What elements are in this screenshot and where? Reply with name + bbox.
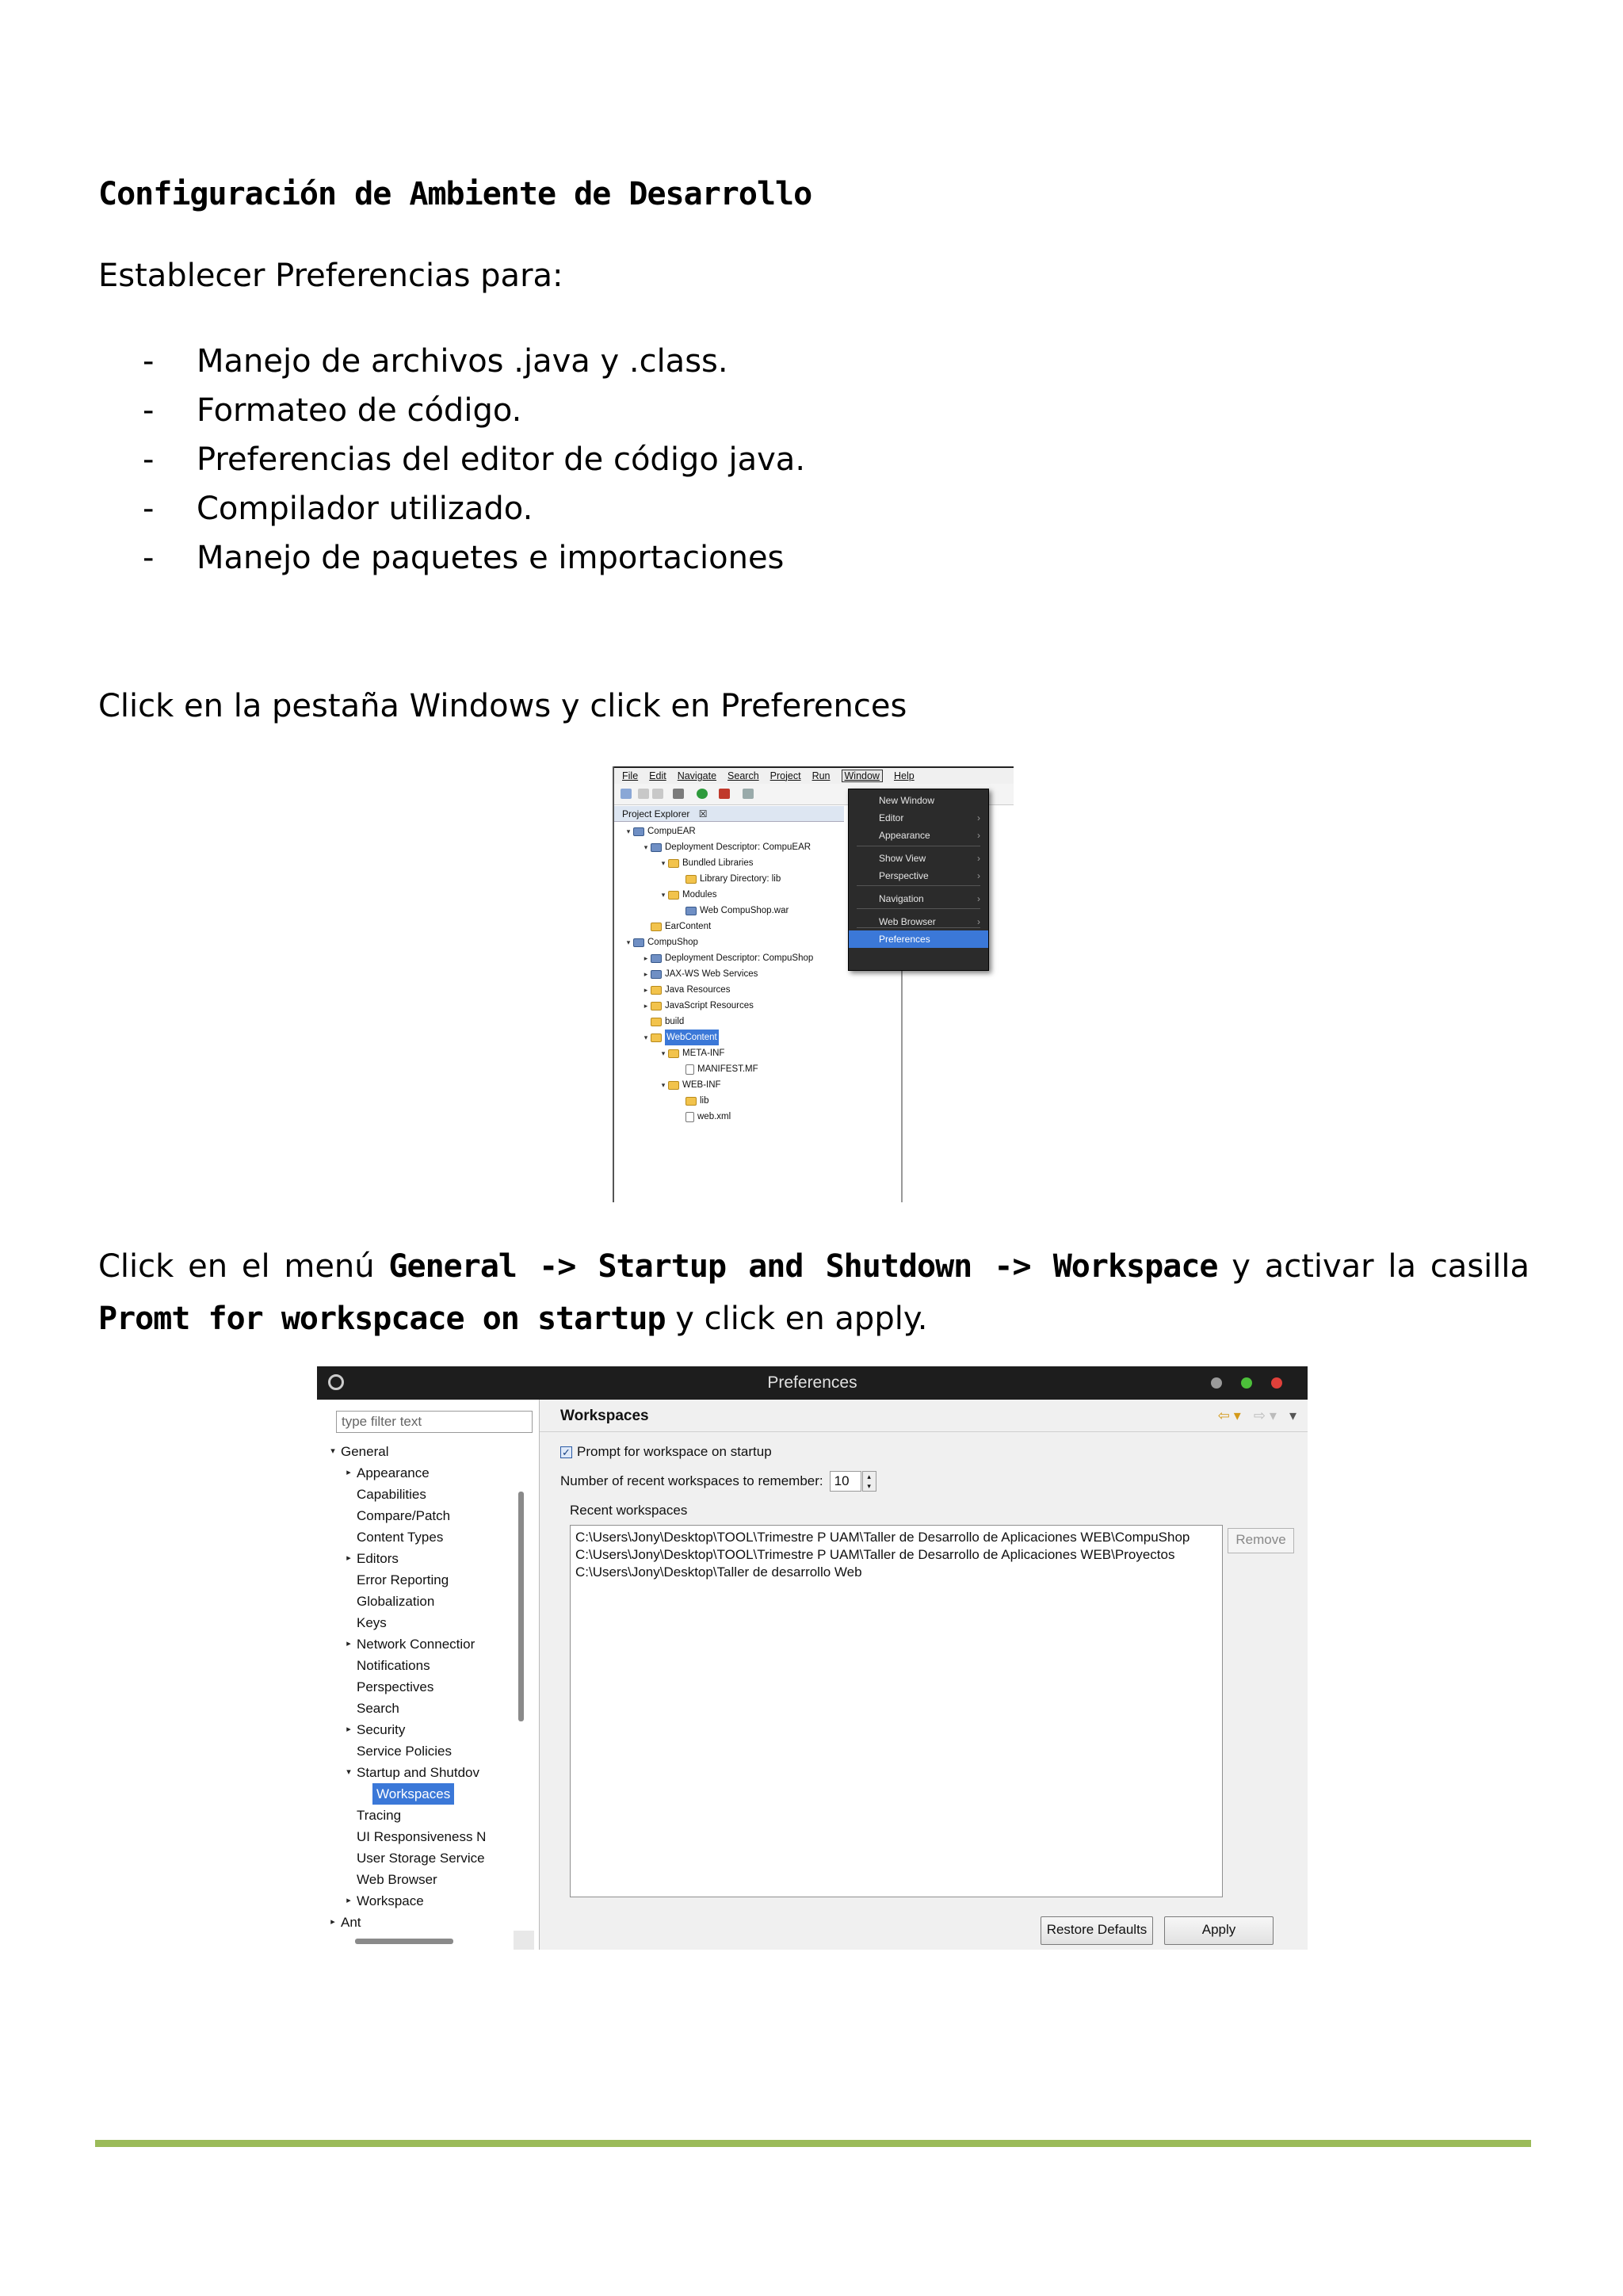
menu-item-label: New Window (879, 795, 935, 806)
tree-item-label: Bundled Libraries (682, 858, 754, 868)
file-icon (685, 1112, 694, 1122)
list-item (143, 386, 805, 435)
collapsed-twisty-icon[interactable]: ▸ (346, 1468, 351, 1477)
prompt-workspace-row[interactable] (560, 1444, 772, 1460)
save-icon[interactable] (638, 789, 649, 799)
tree-item[interactable] (325, 1484, 486, 1505)
submenu-arrow-icon: › (977, 893, 980, 904)
collapsed-twisty-icon[interactable]: ▸ (643, 986, 648, 994)
tree-item[interactable] (614, 1061, 899, 1077)
menu-run[interactable]: Run (812, 770, 831, 781)
menu-project[interactable]: Project (769, 770, 801, 781)
apply-button[interactable]: Apply (1164, 1916, 1274, 1945)
bullet-dash: - (143, 540, 155, 576)
menu-help[interactable]: Help (893, 770, 915, 781)
bullet-text: Manejo de paquetes e importaciones (197, 540, 785, 576)
folder-icon (668, 859, 679, 868)
menu-file[interactable]: File (622, 770, 639, 781)
expanded-twisty-icon[interactable]: ▾ (346, 1767, 351, 1777)
tree-item[interactable] (614, 1093, 899, 1109)
tree-item-label: CompuShop (647, 938, 698, 947)
tree-item-label: Globalization (357, 1594, 435, 1609)
tree-item[interactable] (325, 1912, 486, 1933)
tree-item-label: Web CompuShop.war (700, 906, 789, 915)
tree-item-label: Java Resources (665, 985, 731, 995)
tree-item-label: Deployment Descriptor: CompuShop (665, 953, 814, 963)
bullet-dash: - (143, 343, 155, 380)
tree-item-label: Workspaces (372, 1783, 454, 1805)
eclipse-window-menu-screenshot (613, 766, 1014, 1202)
tree-item[interactable] (325, 1462, 486, 1484)
step2-text (98, 1240, 1529, 1345)
tree-item-label: Keys (357, 1615, 387, 1630)
tree-item[interactable] (325, 1783, 486, 1805)
preference-page (540, 1400, 1308, 1950)
menu-item-appearance[interactable] (849, 827, 988, 844)
preferences-dialog-screenshot (317, 1366, 1308, 1950)
list-item (143, 435, 805, 484)
tree-item-label: META-INF (682, 1049, 725, 1058)
tree-item-label: Ant (341, 1915, 361, 1930)
page-title: Workspaces (560, 1408, 649, 1424)
bullet-dash: - (143, 491, 155, 527)
proj-icon (651, 954, 662, 963)
tree-item-label: Perspectives (357, 1679, 434, 1694)
tree-item[interactable] (325, 1655, 486, 1676)
menu-item-label: Preferences (879, 934, 930, 945)
page-nav (1218, 1408, 1296, 1424)
bullet-dash: - (143, 441, 155, 478)
proj-icon (651, 970, 662, 979)
tree-item-label: build (665, 1017, 685, 1026)
tree-item-label: JavaScript Resources (665, 1001, 754, 1010)
folder-icon (651, 923, 662, 931)
step1-text: Click en la pestaña Windows y click en Preferences (98, 688, 907, 724)
menu-item-editor[interactable] (849, 809, 988, 827)
collapsed-twisty-icon[interactable]: ▸ (643, 1002, 648, 1010)
menu-item-show-view[interactable] (849, 850, 988, 867)
tree-item-label: Error Reporting (357, 1572, 449, 1587)
menu-window[interactable]: Window (842, 770, 883, 782)
menu-item-web-browser[interactable] (849, 913, 988, 930)
collapsed-twisty-icon[interactable]: ▸ (346, 1725, 351, 1734)
menu-item-label: Editor (879, 812, 904, 823)
step2-text-part: y activar la casilla (1217, 1248, 1530, 1285)
prompt-workspace-checkbox[interactable]: ✓ (560, 1446, 572, 1458)
preferences-sidebar (317, 1400, 540, 1950)
expanded-twisty-icon[interactable]: ▾ (661, 859, 666, 867)
recent-count-row (560, 1471, 871, 1492)
recent-count-input[interactable] (830, 1471, 871, 1492)
menu-search[interactable]: Search (727, 770, 759, 781)
expanded-twisty-icon[interactable]: ▾ (661, 1081, 666, 1089)
list-item[interactable]: C:\Users\Jony\Desktop\TOOL\Trimestre P UAM\Taller de Desarrollo de Aplicaciones WEB\CompuShop (575, 1530, 1190, 1545)
tree-item[interactable] (325, 1441, 486, 1462)
tree-item[interactable] (325, 1698, 486, 1719)
list-item (143, 533, 805, 583)
tree-item[interactable] (325, 1869, 486, 1890)
step2-checkbox-name: Promt for workspcace on startup (98, 1301, 666, 1337)
minimize-button[interactable] (1211, 1377, 1222, 1389)
tree-item-label: Search (357, 1701, 399, 1716)
folder-icon (651, 1033, 662, 1042)
proj-icon (651, 843, 662, 852)
step2-text-part: y click en apply. (665, 1301, 928, 1337)
window-dropdown-menu (848, 789, 989, 971)
tree-item-label: Security (357, 1722, 406, 1737)
filter-input[interactable]: type filter text (336, 1411, 533, 1433)
tree-item[interactable] (325, 1548, 486, 1569)
tree-item-label: Modules (682, 890, 717, 900)
list-item (143, 484, 805, 533)
menu-navigate[interactable]: Navigate (677, 770, 717, 781)
tree-item-label: Capabilities (357, 1487, 426, 1502)
menu-item-new-window[interactable] (849, 792, 988, 809)
bullet-text: Compilador utilizado. (197, 491, 533, 527)
submenu-arrow-icon: › (977, 916, 980, 927)
tree-item[interactable] (325, 1633, 486, 1655)
debug-icon[interactable] (673, 789, 684, 799)
menu-item-navigation[interactable] (849, 890, 988, 907)
folder-icon (685, 1097, 697, 1106)
maximize-button[interactable] (1241, 1377, 1252, 1389)
tree-item-label: Compare/Patch (357, 1508, 451, 1523)
tree-item[interactable] (325, 1569, 486, 1591)
menu-separator (857, 908, 980, 909)
scrollbar-corner (514, 1931, 534, 1950)
run-icon[interactable] (697, 789, 708, 799)
list-item[interactable]: C:\Users\Jony\Desktop\Taller de desarrollo Web (575, 1564, 862, 1580)
folder-icon (651, 1002, 662, 1010)
tree-item-label: JAX-WS Web Services (665, 969, 758, 979)
tree-item[interactable] (325, 1612, 486, 1633)
preferences-bullet-list (143, 337, 805, 583)
proj-icon (633, 938, 644, 947)
collapsed-twisty-icon[interactable]: ▸ (346, 1639, 351, 1648)
folder-icon (651, 986, 662, 995)
collapsed-twisty-icon[interactable]: ▸ (643, 970, 648, 978)
folder-icon (668, 1081, 679, 1090)
tree-item[interactable] (614, 1077, 899, 1093)
tree-item[interactable] (325, 1847, 486, 1869)
project-explorer-title: Project Explorer (622, 808, 690, 819)
collapsed-twisty-icon[interactable]: ▸ (346, 1553, 351, 1563)
tree-item[interactable] (325, 1676, 486, 1698)
folder-icon (668, 891, 679, 900)
menu-item-label: Navigation (879, 893, 924, 904)
expanded-twisty-icon[interactable]: ▾ (330, 1446, 335, 1456)
tree-item[interactable] (614, 1109, 899, 1125)
collapsed-twisty-icon[interactable]: ▸ (330, 1917, 335, 1927)
tree-item-label: lib (700, 1096, 709, 1106)
submenu-arrow-icon: › (977, 830, 980, 841)
tree-item[interactable] (614, 1014, 899, 1030)
tree-item[interactable] (614, 982, 899, 998)
tree-item[interactable] (325, 1526, 486, 1548)
folder-icon (651, 1018, 662, 1026)
menu-item-preferences[interactable] (849, 930, 988, 948)
tree-item-label: Content Types (357, 1530, 444, 1545)
tree-item[interactable] (614, 998, 899, 1014)
tree-item[interactable] (325, 1740, 486, 1762)
collapsed-twisty-icon[interactable]: ▸ (643, 954, 648, 962)
expanded-twisty-icon[interactable]: ▾ (643, 843, 648, 851)
menu-item-label: Perspective (879, 870, 929, 881)
remove-button[interactable]: Remove (1228, 1528, 1294, 1553)
submenu-arrow-icon: › (977, 812, 980, 823)
list-item (143, 337, 805, 386)
tree-item-label: General (341, 1444, 389, 1459)
proj-icon (633, 827, 644, 836)
prompt-workspace-label: Prompt for workspace on startup (577, 1444, 772, 1459)
tree-item-label: web.xml (697, 1112, 731, 1121)
recent-workspaces-list[interactable] (570, 1525, 1223, 1897)
document-heading: Configuración de Ambiente de Desarrollo (98, 176, 812, 212)
tree-item-label: Tracing (357, 1808, 402, 1823)
tree-item-label: Deployment Descriptor: CompuEAR (665, 842, 812, 852)
submenu-arrow-icon: › (977, 853, 980, 864)
tree-item[interactable] (325, 1762, 486, 1783)
horizontal-scrollbar[interactable] (355, 1939, 453, 1944)
forward-icon[interactable]: ⇨ ▾ (1253, 1408, 1277, 1423)
back-icon[interactable]: ⇦ ▾ (1217, 1408, 1241, 1423)
gear-icon (328, 1374, 344, 1390)
menu-item-label: Show View (879, 853, 926, 864)
dialog-title: Preferences (767, 1373, 857, 1392)
bullet-text: Manejo de archivos .java y .class. (197, 343, 728, 380)
footer-rule (95, 2140, 1531, 2147)
tree-item[interactable] (325, 1805, 486, 1826)
folder-icon (685, 875, 697, 884)
tree-item[interactable] (325, 1591, 486, 1612)
menu-item-label: Web Browser (879, 916, 936, 927)
expanded-twisty-icon[interactable]: ▾ (626, 938, 631, 946)
tree-item-label: CompuEAR (647, 827, 696, 836)
tree-item-label: Web Browser (357, 1872, 437, 1887)
expanded-twisty-icon[interactable]: ▾ (661, 891, 666, 899)
submenu-arrow-icon: › (977, 870, 980, 881)
tree-item[interactable] (325, 1890, 486, 1912)
step2-menu-path: General -> Startup and Shutdown -> Workspace (388, 1248, 1218, 1285)
save-all-icon[interactable] (652, 789, 663, 799)
tree-item[interactable] (325, 1826, 486, 1847)
view-menu-icon[interactable]: ▾ (1289, 1408, 1296, 1423)
bullet-text: Formateo de código. (197, 392, 522, 429)
expanded-twisty-icon[interactable]: ▾ (626, 827, 631, 835)
menu-item-perspective[interactable] (849, 867, 988, 884)
tree-item-label: Library Directory: lib (700, 874, 781, 884)
restore-defaults-button[interactable]: Restore Defaults (1041, 1916, 1153, 1945)
recent-count-value: 10 (834, 1473, 850, 1488)
tree-item-label: Network Connectior (357, 1637, 475, 1652)
step2-text-part: Click en el menú (98, 1248, 389, 1285)
recent-count-label: Number of recent workspaces to remember: (560, 1473, 823, 1488)
expanded-twisty-icon[interactable]: ▾ (661, 1049, 666, 1057)
tree-item-label: Workspace (357, 1893, 424, 1908)
tree-item[interactable] (325, 1505, 486, 1526)
tree-item-label: UI Responsiveness N (357, 1829, 487, 1844)
menu-edit[interactable]: Edit (649, 770, 666, 781)
tree-item-label: MANIFEST.MF (697, 1064, 758, 1074)
project-explorer-tab[interactable] (614, 806, 844, 822)
new-icon[interactable] (621, 789, 632, 799)
file-icon (685, 1064, 694, 1075)
server-icon[interactable] (743, 789, 754, 799)
tree-item[interactable] (614, 1030, 899, 1045)
folder-icon (668, 1049, 679, 1058)
menu-item-label: Appearance (879, 830, 930, 841)
menu-bar (614, 766, 1014, 784)
page-header (540, 1400, 1308, 1432)
tree-item-label: Service Policies (357, 1744, 452, 1759)
close-button[interactable] (1271, 1377, 1282, 1389)
tree-item[interactable] (614, 1045, 899, 1061)
tree-item-label: Appearance (357, 1465, 430, 1480)
close-icon[interactable]: ☒ (698, 808, 708, 819)
menu-separator (857, 885, 980, 886)
tree-item-label: Startup and Shutdov (357, 1765, 480, 1780)
proj-icon (685, 907, 697, 915)
preferences-tree (325, 1441, 486, 1933)
tree-item-label: Notifications (357, 1658, 430, 1673)
recent-workspaces-label: Recent workspaces (570, 1503, 688, 1518)
collapsed-twisty-icon[interactable]: ▸ (346, 1896, 351, 1905)
bullet-dash: - (143, 392, 155, 429)
intro-text: Establecer Preferencias para: (98, 258, 563, 294)
tree-item-label: WebContent (665, 1030, 719, 1045)
tree-item-label: User Storage Service (357, 1851, 485, 1866)
vertical-scrollbar[interactable] (518, 1492, 524, 1721)
expanded-twisty-icon[interactable]: ▾ (643, 1033, 648, 1041)
bullet-text: Preferencias del editor de código java. (197, 441, 806, 478)
list-item[interactable]: C:\Users\Jony\Desktop\TOOL\Trimestre P UAM\Taller de Desarrollo de Aplicaciones WEB\Proyectos (575, 1547, 1175, 1562)
tree-item-label: Editors (357, 1551, 399, 1566)
recent-count-stepper[interactable]: ▴ ▾ (862, 1471, 876, 1492)
tree-item-label: EarContent (665, 922, 712, 931)
external-tools-icon[interactable] (719, 789, 730, 799)
dialog-title-bar (317, 1366, 1308, 1400)
tree-item[interactable] (325, 1719, 486, 1740)
tree-item-label: WEB-INF (682, 1080, 721, 1090)
